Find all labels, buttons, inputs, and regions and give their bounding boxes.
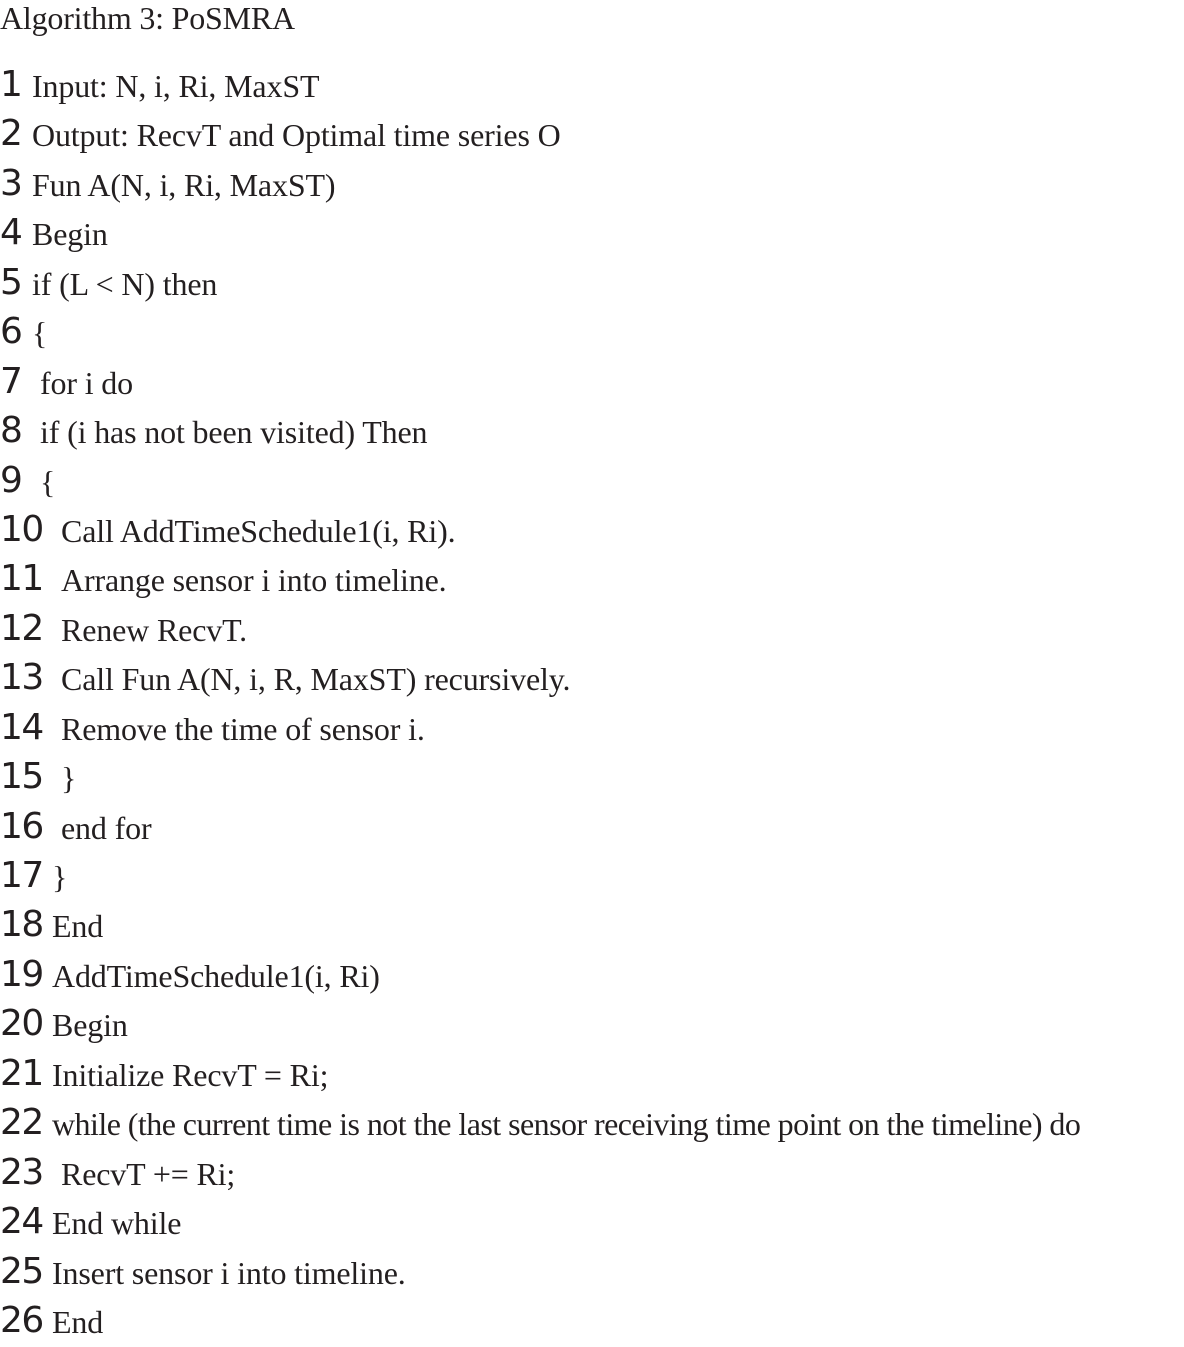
line-text: Initialize RecvT = Ri; <box>52 1056 329 1093</box>
code-line <box>0 458 1184 507</box>
line-number: 3 <box>0 162 22 204</box>
code-line <box>0 655 1184 704</box>
code-line <box>0 1199 1184 1248</box>
code-line <box>0 952 1184 1001</box>
line-text: RecvT += Ri; <box>61 1155 236 1192</box>
line-number: 21 <box>0 1052 43 1094</box>
line-text: } <box>61 760 77 797</box>
line-number: 22 <box>0 1102 43 1144</box>
line-number: 23 <box>0 1151 43 1193</box>
line-number: 6 <box>0 311 22 353</box>
code-line <box>0 161 1184 210</box>
code-line <box>0 606 1184 655</box>
line-number: 8 <box>0 410 22 452</box>
line-number: 10 <box>0 508 43 550</box>
line-text: End <box>52 908 104 945</box>
line-number: 18 <box>0 904 43 946</box>
code-line <box>0 1150 1184 1199</box>
line-text: end for <box>61 809 152 846</box>
code-line <box>0 705 1184 754</box>
code-line <box>0 1051 1184 1100</box>
code-line <box>0 804 1184 853</box>
code-line <box>0 853 1184 902</box>
code-line <box>0 507 1184 556</box>
line-number: 1 <box>0 64 22 105</box>
line-text: Input: N, i, Ri, MaxST <box>32 68 320 104</box>
line-text: End <box>52 1303 104 1340</box>
code-line <box>0 1298 1184 1347</box>
line-text: Output: RecvT and Optimal time series O <box>32 117 561 154</box>
line-number: 9 <box>0 459 22 501</box>
line-number: 11 <box>0 558 43 600</box>
code-line <box>0 1100 1184 1149</box>
line-text: Remove the time of sensor i. <box>61 710 425 747</box>
code-line <box>0 556 1184 605</box>
line-text: Begin <box>32 216 108 253</box>
line-number: 17 <box>0 855 43 896</box>
line-text: AddTimeSchedule1(i, Ri) <box>52 957 380 994</box>
line-text: Arrange sensor i into timeline. <box>61 562 447 599</box>
line-text: End while <box>52 1205 182 1242</box>
code-line <box>0 1249 1184 1298</box>
line-number: 5 <box>0 261 22 303</box>
line-number: 13 <box>0 657 43 699</box>
line-text: if (i has not been visited) Then <box>40 414 428 451</box>
code-line <box>0 260 1184 309</box>
code-line <box>0 111 1184 160</box>
line-text: Call AddTimeSchedule1(i, Ri). <box>61 512 456 549</box>
line-text: for i do <box>40 364 134 401</box>
line-text: while (the current time is not the last sensor receiving time point on the timeline) do <box>52 1106 1081 1143</box>
line-number: 7 <box>0 360 22 402</box>
code-line <box>0 754 1184 803</box>
line-text: if (L < N) then <box>32 265 218 302</box>
line-number: 14 <box>0 706 43 748</box>
code-line <box>0 210 1184 259</box>
line-number: 20 <box>0 1003 43 1045</box>
code-line <box>0 359 1184 408</box>
code-line <box>0 309 1184 358</box>
line-number: 16 <box>0 805 43 847</box>
line-number: 24 <box>0 1201 43 1243</box>
code-line <box>0 62 1184 111</box>
line-text: Fun A(N, i, Ri, MaxST) <box>32 166 336 203</box>
line-text: Renew RecvT. <box>61 611 247 648</box>
line-text: { <box>32 315 48 352</box>
line-text: Insert sensor i into timeline. <box>52 1254 406 1291</box>
line-text: Begin <box>52 1007 128 1044</box>
line-number: 12 <box>0 607 43 649</box>
code-line <box>0 1001 1184 1050</box>
code-line <box>0 902 1184 951</box>
line-text: Call Fun A(N, i, R, MaxST) recursively. <box>61 661 571 698</box>
line-number: 19 <box>0 953 43 995</box>
line-number: 2 <box>0 113 22 155</box>
line-number: 25 <box>0 1250 43 1292</box>
line-number: 15 <box>0 756 43 798</box>
algorithm-title: Algorithm 3: PoSMRA <box>0 0 295 36</box>
line-text: { <box>40 463 56 500</box>
algorithm-code-block <box>0 62 1184 1347</box>
line-number: 26 <box>0 1299 43 1341</box>
line-text: } <box>52 859 68 895</box>
line-number: 4 <box>0 212 22 254</box>
code-line <box>0 408 1184 457</box>
